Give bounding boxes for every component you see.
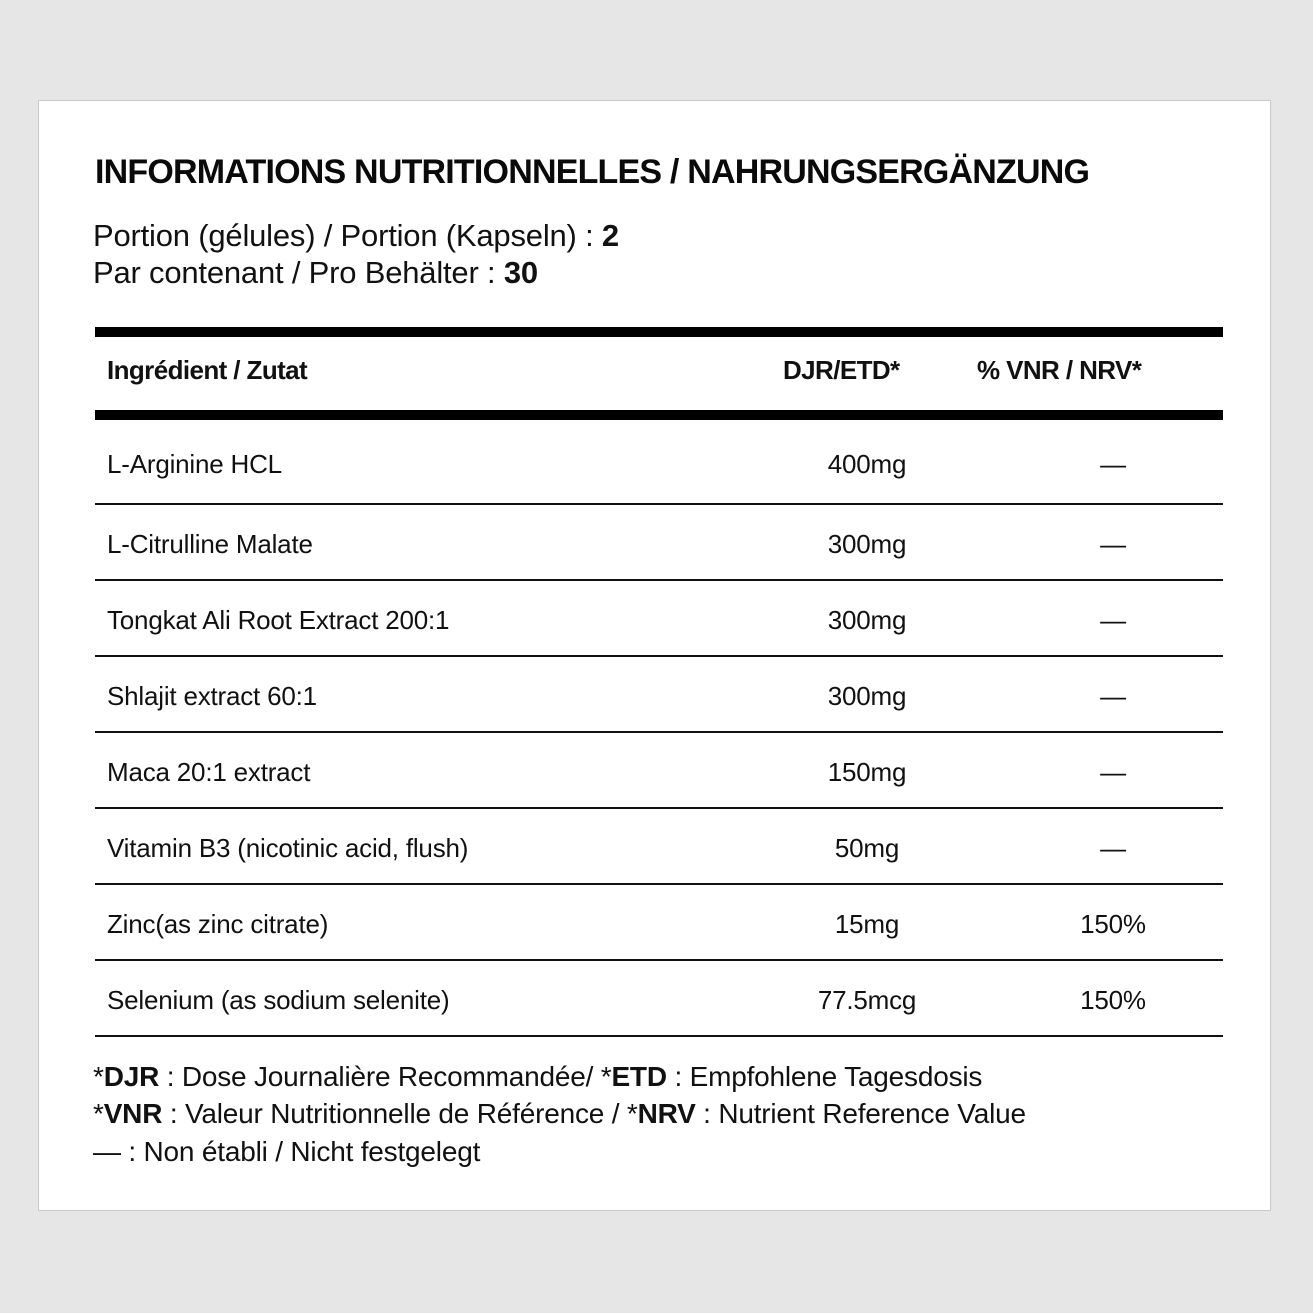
footnote-djr-etd [93, 1061, 982, 1093]
table-row [95, 507, 1223, 583]
column-header-nrv: % VNR / NRV* [977, 355, 1142, 385]
footnote-etd-text: : Empfohlene Tagesdosis [666, 1061, 983, 1092]
nutrition-facts-card [38, 100, 1271, 1211]
table-row [95, 887, 1223, 963]
ingredient-name: Shlajit extract 60:1 [107, 681, 317, 711]
column-header-djr: DJR/ETD* [783, 355, 900, 385]
ingredient-name: L-Citrulline Malate [107, 529, 313, 559]
footnote-djr-abbr: DJR [103, 1061, 160, 1092]
table-row [95, 583, 1223, 659]
ingredient-nrv: — [1100, 605, 1126, 635]
footnote-not-established: — : Non établi / Nicht festgelegt [93, 1136, 481, 1167]
servings-per-container-value: 30 [503, 255, 538, 290]
footnote-asterisk: * [600, 1061, 612, 1092]
serving-size-line [93, 218, 619, 254]
ingredient-nrv: — [1100, 449, 1126, 479]
table-row [95, 811, 1223, 887]
servings-per-container-line [93, 255, 538, 291]
ingredient-nrv: 150% [1080, 985, 1146, 1015]
ingredient-nrv: — [1100, 529, 1126, 559]
ingredient-amount: 400mg [827, 449, 907, 479]
footnote-nrv-abbr: NRV [637, 1098, 696, 1129]
footnote-vnr-abbr: VNR [103, 1098, 163, 1129]
footnote-nrv-text: : Nutrient Reference Value [695, 1098, 1026, 1129]
row-divider [95, 959, 1223, 961]
ingredient-amount: 300mg [827, 529, 907, 559]
ingredient-nrv: — [1100, 681, 1126, 711]
ingredient-name: Zinc(as zinc citrate) [107, 909, 329, 939]
footnote-djr-text: : Dose Journalière Recommandée/ [159, 1061, 601, 1092]
ingredient-amount: 15mg [834, 909, 900, 939]
footnote-asterisk: * [93, 1061, 104, 1092]
footnote-asterisk: * [626, 1098, 638, 1129]
table-row [95, 427, 1223, 503]
header-bottom-rule [95, 410, 1223, 420]
footnote-asterisk: * [93, 1098, 104, 1129]
ingredient-name: Tongkat Ali Root Extract 200:1 [107, 605, 450, 635]
ingredient-amount: 150mg [827, 757, 907, 787]
table-row [95, 963, 1223, 1039]
table-bottom-rule [95, 1035, 1223, 1037]
servings-per-container-label: Par contenant / Pro Behälter : [93, 255, 504, 290]
row-divider [95, 807, 1223, 809]
row-divider [95, 883, 1223, 885]
row-divider [95, 655, 1223, 657]
serving-size-label: Portion (gélules) / Portion (Kapseln) : [93, 218, 602, 253]
ingredient-amount: 300mg [827, 605, 907, 635]
table-row [95, 659, 1223, 735]
ingredient-name: Selenium (as sodium selenite) [107, 985, 450, 1015]
nutrition-title: INFORMATIONS NUTRITIONNELLES / NAHRUNGSERGÄNZUNG [95, 153, 1090, 191]
row-divider [95, 579, 1223, 581]
row-divider [95, 503, 1223, 505]
column-header-ingredient: Ingrédient / Zutat [107, 355, 308, 385]
ingredient-amount: 77.5mcg [817, 985, 917, 1015]
ingredient-name: Maca 20:1 extract [107, 757, 311, 787]
header-top-rule [95, 327, 1223, 337]
ingredient-amount: 300mg [827, 681, 907, 711]
ingredient-nrv: — [1100, 757, 1126, 787]
ingredient-name: L-Arginine HCL [107, 449, 282, 479]
footnote-vnr-text: : Valeur Nutritionnelle de Référence / [162, 1098, 627, 1129]
ingredient-amount: 50mg [834, 833, 900, 863]
row-divider [95, 731, 1223, 733]
ingredient-nrv: 150% [1080, 909, 1146, 939]
ingredient-name: Vitamin B3 (nicotinic acid, flush) [107, 833, 469, 863]
table-row [95, 735, 1223, 811]
footnote-etd-abbr: ETD [611, 1061, 667, 1092]
ingredient-nrv: — [1100, 833, 1126, 863]
serving-size-value: 2 [601, 218, 619, 253]
footnote-vnr-nrv [93, 1098, 1026, 1130]
